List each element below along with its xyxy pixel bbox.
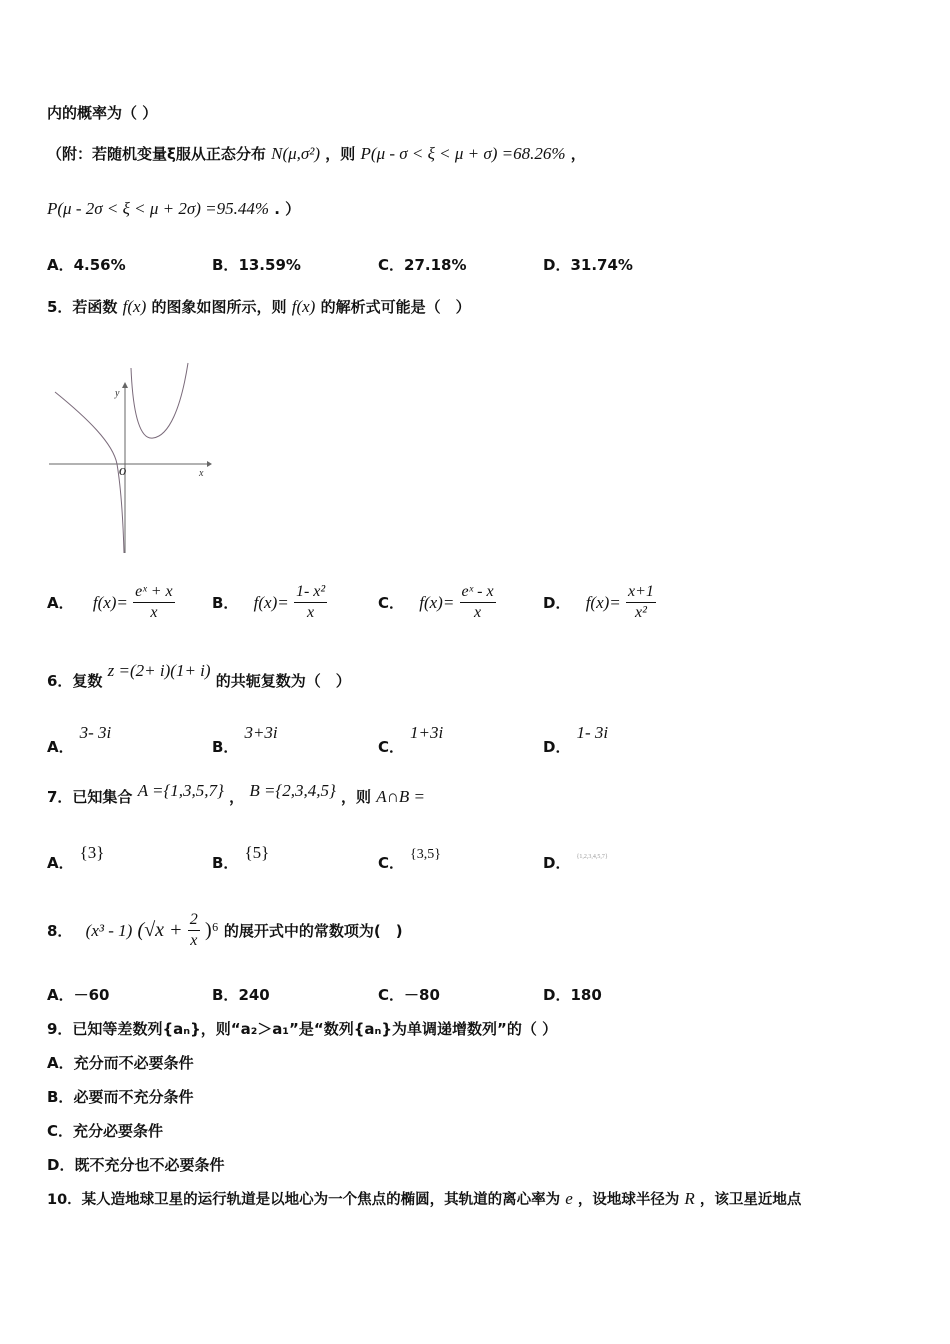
q5-stem-b: 的图象如图所示，则 <box>151 298 287 316</box>
q8-num: 8． <box>47 922 73 940</box>
q5-stem <box>47 296 471 317</box>
q4-option-a[interactable]: A．4.56% <box>47 256 126 274</box>
q6-option-b[interactable]: B．3+3i <box>212 723 278 756</box>
y-axis-label: y <box>115 388 120 399</box>
q6-option-d[interactable]: D．1- 3i <box>543 723 609 756</box>
q5-option-d[interactable]: D． f(x)= $\frac{x+1}{\text{x²}}$ <box>543 583 654 621</box>
q5-fx-1: f(x) <box>122 297 147 316</box>
q5-function-graph <box>47 358 217 558</box>
q9-option-a[interactable]: A．充分而不必要条件 <box>47 1054 194 1072</box>
q4-note-dist: N(μ,σ²) <box>271 144 321 163</box>
q4-p1-formula: P(μ - σ < ξ < μ + σ) =68.26% <box>360 144 566 163</box>
q4-option-d[interactable]: D．31.74% <box>543 256 633 274</box>
q4-note-then: ，则 <box>325 145 356 163</box>
q6-option-a[interactable]: A．3- 3i <box>47 723 112 756</box>
q7-set-b: B ={2,3,4,5} <box>249 781 336 800</box>
q6-stem-a: 6．复数 <box>47 672 103 690</box>
q10-eccentricity: e <box>565 1189 573 1208</box>
q8-option-b[interactable]: B．240 <box>212 986 270 1004</box>
q9-option-c[interactable]: C．充分必要条件 <box>47 1122 164 1140</box>
q6-stem-b: 的共轭复数为（ ） <box>215 672 351 690</box>
q5-stem-a: 5．若函数 <box>47 298 118 316</box>
q5-stem-c: 的解析式可能是（ ） <box>320 298 471 316</box>
q9-option-d[interactable]: D．既不充分也不必要条件 <box>47 1156 225 1174</box>
q4-comma: ， <box>570 145 586 163</box>
q10-stem-c: ，该卫星近地点 <box>699 1192 802 1208</box>
q7-option-c[interactable]: C． {3,5} <box>378 847 441 872</box>
q4-option-c[interactable]: C．27.18% <box>378 256 467 274</box>
q7-stem-a: 7．已知集合 <box>47 788 133 806</box>
q7-sep: ， <box>229 788 245 806</box>
q7-stem-b: ，则 <box>341 788 372 806</box>
q4-note-line2 <box>47 198 300 219</box>
left-branch-curve <box>55 392 127 553</box>
q8-option-c[interactable]: C．－80 <box>378 986 440 1004</box>
q9-stem: 9．已知等差数列{aₙ}，则“a₂＞a₁”是“数列{aₙ}为单调递增数列”的（ ） <box>47 1020 558 1038</box>
q10-stem <box>47 1188 801 1209</box>
q10-stem-a: 10．某人造地球卫星的运行轨道是以地心为一个焦点的椭圆，其轨道的离心率为 <box>47 1192 561 1208</box>
q4-note-close: . ） <box>274 200 301 218</box>
q5-option-a[interactable]: A． f(x)= $\frac{\text{eˣ + x}}{x}$ <box>47 583 173 621</box>
q6-stem <box>47 661 351 691</box>
q4-note-open: （附：若随机变量ξ服从正态分布 <box>47 145 266 163</box>
q6-expr: z =(2+ i)(1+ i) <box>107 661 211 680</box>
q4-option-b[interactable]: B．13.59% <box>212 256 301 274</box>
q8-expr-c: )⁶ <box>205 919 219 941</box>
q7-set-a: A ={1,3,5,7} <box>137 781 224 800</box>
q10-radius: R <box>684 1189 695 1208</box>
q5-fx-2: f(x) <box>291 297 316 316</box>
q6-option-c[interactable]: C．1+3i <box>378 723 444 756</box>
q5-option-c[interactable]: C． f(x)= $\frac{\text{eˣ - x}}{x}$ <box>378 583 494 621</box>
x-axis-arrow <box>207 461 212 467</box>
q4-continuation: 内的概率为（ ） <box>47 104 158 122</box>
q9-option-b[interactable]: B．必要而不充分条件 <box>47 1088 194 1106</box>
q8-option-d[interactable]: D．180 <box>543 986 602 1004</box>
q8-stem-text: 的展开式中的常数项为( ) <box>223 922 403 940</box>
q8-stem <box>47 910 403 951</box>
right-branch-curve <box>131 363 188 438</box>
q7-expr: A∩B = <box>376 787 426 806</box>
x-axis-label: x <box>199 468 204 479</box>
q8-expr-b: (√x + <box>137 919 183 941</box>
y-axis-arrow <box>122 382 128 388</box>
origin-label: O <box>119 467 127 478</box>
q7-option-b[interactable]: B．{5} <box>212 843 270 872</box>
q5-option-b[interactable]: B． f(x)= $\frac{\text{1- x²}}{x}$ <box>212 583 326 621</box>
q4-note-line1 <box>47 143 586 164</box>
q4-p2-formula: P(μ - 2σ < ξ < μ + 2σ) =95.44% <box>47 199 270 218</box>
q7-option-a[interactable]: A．{3} <box>47 843 105 872</box>
q10-stem-b: ，设地球半径为 <box>577 1192 680 1208</box>
q8-expr-a: (x³ - 1) <box>85 920 133 940</box>
q8-fraction: $\frac{2}{x}$ <box>189 911 198 949</box>
q7-option-d[interactable]: D． {1,2,3,4,5,7} <box>543 854 608 872</box>
q8-option-a[interactable]: A．－60 <box>47 986 110 1004</box>
q7-stem <box>47 781 426 807</box>
